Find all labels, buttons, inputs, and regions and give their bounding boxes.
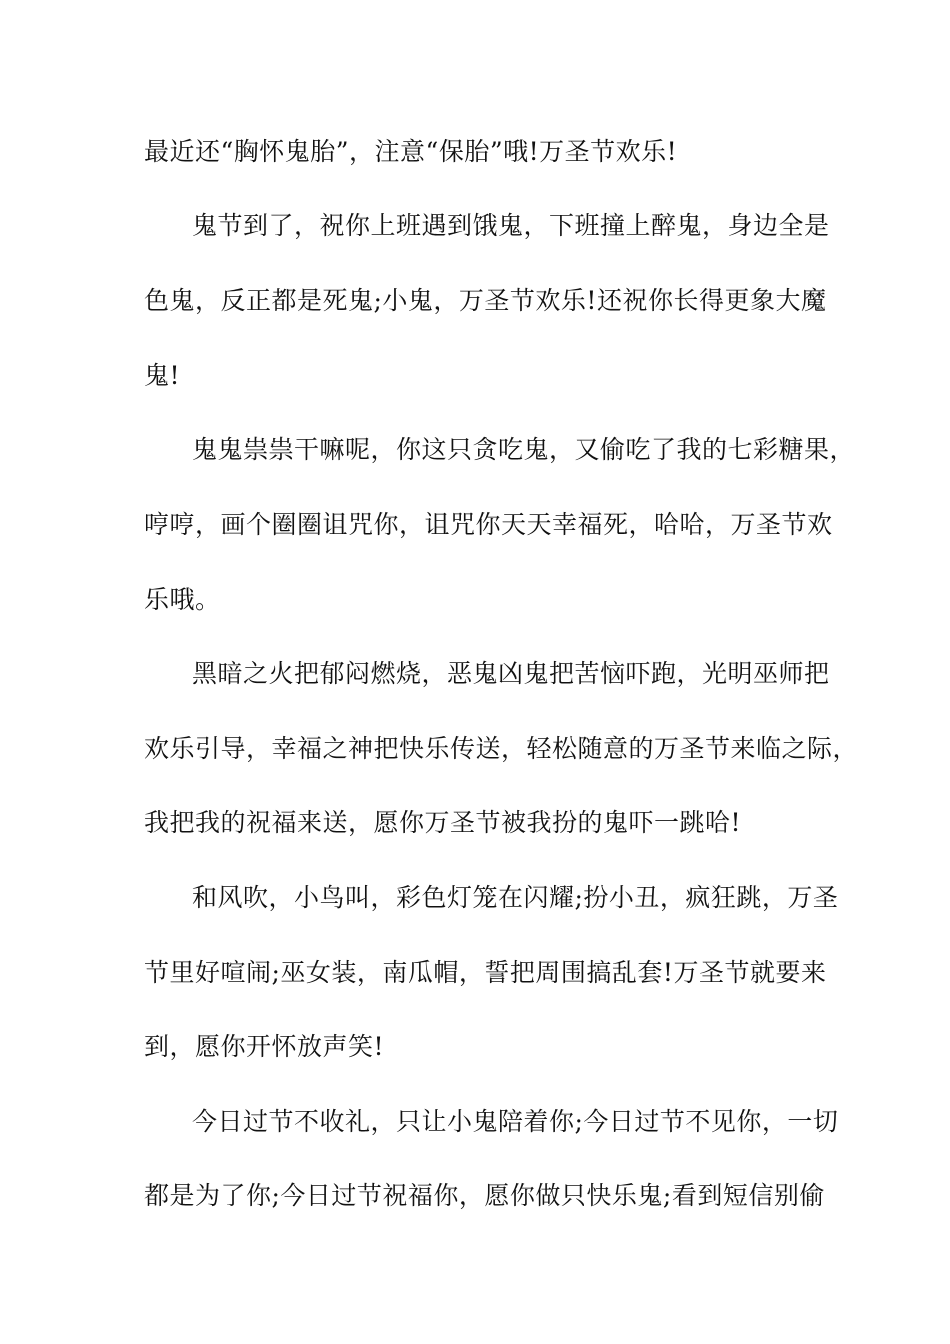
text-line: 节里好喧闹;巫女装，南瓜帽，誓把周围搞乱套!万圣节就要来 bbox=[144, 958, 827, 987]
text-line: 黑暗之火把郁闷燃烧，恶鬼凶鬼把苦恼吓跑，光明巫师把 bbox=[192, 659, 830, 688]
text-line: 我把我的祝福来送，愿你万圣节被我扮的鬼吓一跳哈! bbox=[144, 808, 742, 837]
text-line: 欢乐引导，幸福之神把快乐传送，轻松随意的万圣节来临之际， bbox=[144, 734, 859, 763]
text-line: 鬼鬼祟祟干嘛呢，你这只贪吃鬼，又偷吃了我的七彩糖果， bbox=[192, 435, 856, 464]
text-line: 鬼节到了，祝你上班遇到饿鬼，下班撞上醉鬼，身边全是 bbox=[192, 211, 830, 240]
text-line: 都是为了你;今日过节祝福你，愿你做只快乐鬼;看到短信别偷 bbox=[144, 1181, 825, 1210]
text-line: 和风吹，小鸟叫，彩色灯笼在闪耀;扮小丑，疯狂跳，万圣 bbox=[192, 883, 839, 912]
text-line: 哼哼，画个圈圈诅咒你，诅咒你天天幸福死，哈哈，万圣节欢 bbox=[144, 510, 833, 539]
text-line: 乐哦。 bbox=[144, 585, 221, 614]
text-line: 色鬼，反正都是死鬼;小鬼，万圣节欢乐!还祝你长得更象大魔 bbox=[144, 286, 827, 315]
text-line: 今日过节不收礼，只让小鬼陪着你;今日过节不见你，一切 bbox=[192, 1107, 839, 1136]
text-line: 到，愿你开怀放声笑! bbox=[144, 1032, 385, 1061]
text-line: 最近还“胸怀鬼胎”，注意“保胎”哦!万圣节欢乐! bbox=[144, 137, 678, 166]
text-line: 鬼! bbox=[144, 361, 181, 390]
